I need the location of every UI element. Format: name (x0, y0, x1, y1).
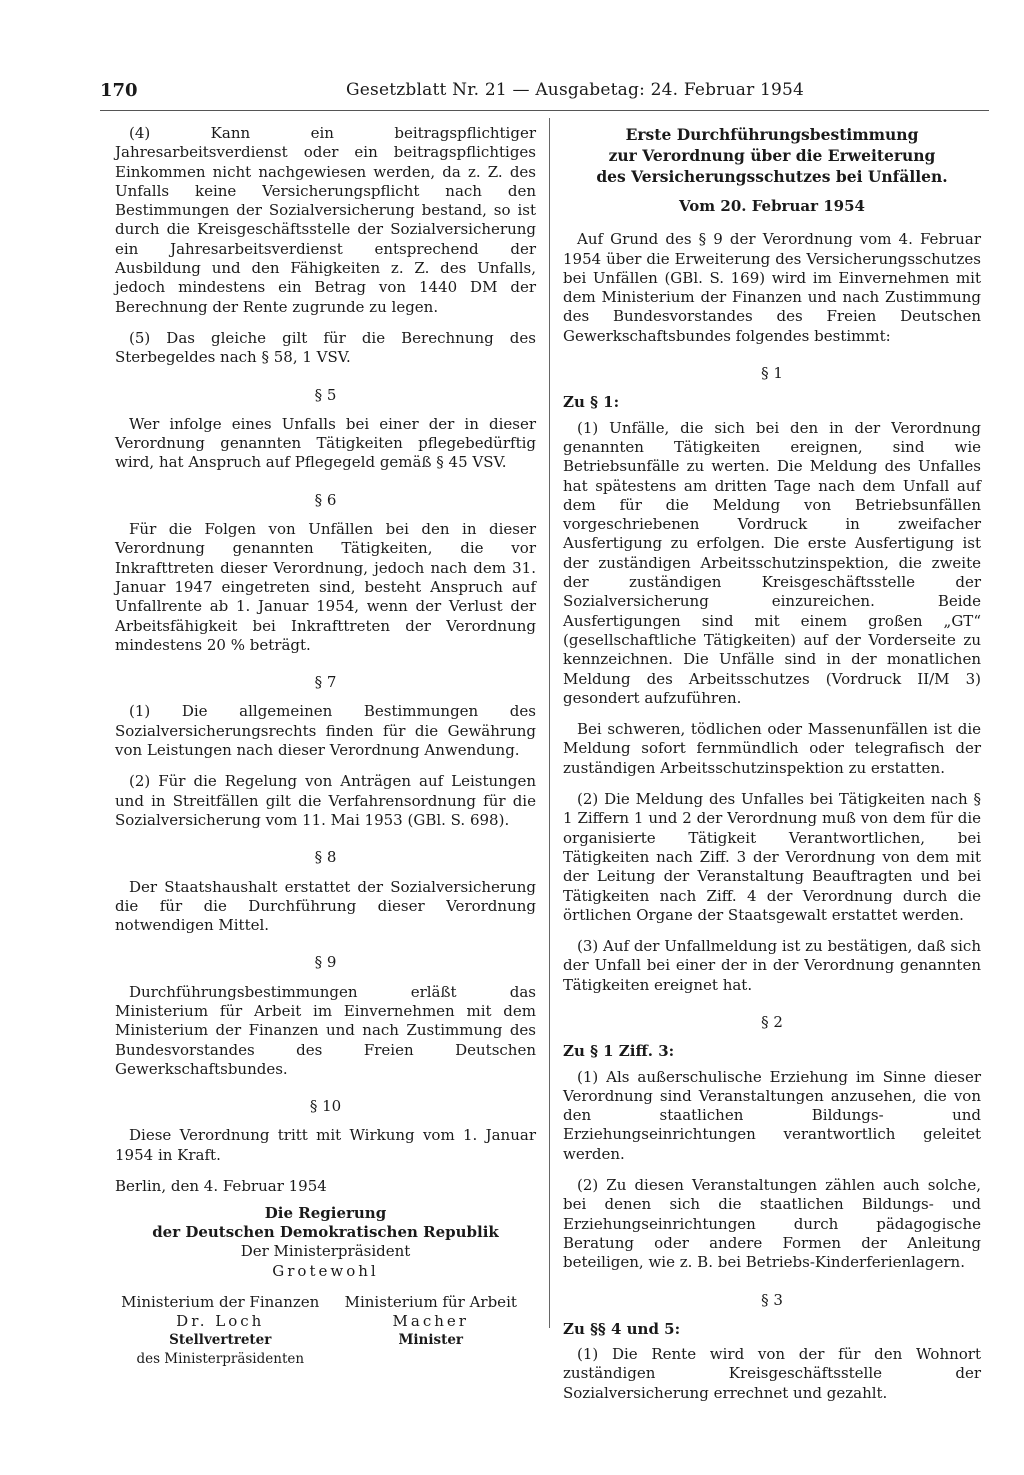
section-10-heading: § 10 (309, 1097, 342, 1116)
finance-role-1: Stellvertreter (169, 1331, 272, 1348)
section-7-heading: § 7 (314, 673, 337, 692)
column-divider (549, 118, 550, 1328)
labour-ministry: Ministerium für Arbeit (344, 1292, 517, 1311)
section-5-text: Wer infolge eines Unfalls bei einer der in dieser Verordnung genannten Tätigkeiten pflegebedürftig wird, hat Anspruch auf Pflegegeld gemäß § 45 VSV. (115, 414, 536, 472)
prime-minister-name: Grotewohl (272, 1261, 379, 1280)
section-7-para-1: (1) Die allgemeinen Bestimmungen des Sozialversicherungsrechts finden für die Gewährung von Leistungen nach dieser Verordnung Anwendung. (115, 702, 536, 760)
right-column (563, 124, 981, 1415)
section-9-text: Durchführungsbestimmungen erläßt das Ministerium für Arbeit im Einvernehmen mit dem Ministerium der Finanzen und nach Zustimmung des Bundesvorstandes des Freien Deutschen Gewerkschaftsbundes. (115, 982, 536, 1078)
r-section-1-para-2: (2) Die Meldung des Unfalles bei Tätigkeiten nach § 1 Ziffern 1 und 2 der Verordnung muß von dem für die organisierte Tätigkeit Verantwortlichen, bei Tätigkeiten nach Ziff. 3 der Verordnung von dem mit der Leitung der Veranstaltung Beauftragten und bei Tätigkeiten nach Ziff. 4 der Verordnung durch die örtlichen Organe der Staatsgewalt erstattet werden. (563, 790, 981, 924)
r-section-1-ref: Zu § 1: (563, 393, 620, 412)
left-column (115, 124, 536, 1369)
place-date: Berlin, den 4. Februar 1954 (115, 1177, 327, 1196)
page-header (100, 80, 1000, 104)
title-line-1: Erste Durchführungsbestimmung (625, 125, 919, 144)
finance-signatory: Dr. Loch (176, 1311, 265, 1330)
title-line-3: des Versicherungsschutzes bei Unfällen. (596, 167, 948, 186)
section-6-text: Für die Folgen von Unfällen bei den in dieser Verordnung genannten Tätigkeiten, die vor Inkrafttreten dieser Verordnung, jedoch nach dem 31. Januar 1947 eingetreten sind, besteht Anspruch auf Unfallrente ab 1. Januar 1954, wenn der Verlust der Arbeitsfähigkeit bei Inkrafttreten der Verordnung mindestens 20 % beträgt. (115, 520, 536, 654)
section-5-heading: § 5 (314, 385, 337, 404)
paragraph-4: (4) Kann ein beitragspflichtiger Jahresarbeitsverdienst oder ein beitragspflichtiges Einkommen nicht nachgewiesen werden, da z. Z. des Unfalls keine Versicherungspflicht nach den Bestimmungen der Sozialversicherung bestand, so ist durch die Kreisgeschäftsstelle der Sozialversicherung ein Jahresarbeitsverdienst entsprechend der Ausbildung und den Fähigkeiten z. Z. des Unfalls, jedoch mindestens ein Betrag von 1440 DM der Berechnung der Rente zugrunde zu legen. (115, 124, 536, 316)
government-line-2: der Deutschen Demokratischen Republik (152, 1223, 499, 1242)
finance-role-2: des Ministerpräsidenten (136, 1350, 305, 1367)
r-section-2-para-1: (1) Als außerschulische Erziehung im Sinne dieser Verordnung sind Veranstaltungen anzusehen, die von den staatlichen Bildungs- und Erziehungseinrichtungen verantwortlich geleitet werden. (563, 1067, 981, 1163)
r-section-2-heading: § 2 (761, 1012, 783, 1031)
finance-ministry: Ministerium der Finanzen (121, 1292, 320, 1311)
r-section-3-ref: Zu §§ 4 und 5: (563, 1319, 681, 1338)
r-section-2-para-2: (2) Zu diesen Veranstaltungen zählen auch solche, bei denen sich die staatlichen Bildungs- und Erziehungseinrichtungen durch pädagogische Beratung oder andere Formen der Anleitung beteiligen, wie z. B. bei Betriebs-Kinderferienlagern. (563, 1176, 981, 1272)
running-title: Gesetzblatt Nr. 21 — Ausgabetag: 24. Februar 1954 (346, 80, 805, 100)
r-section-3-heading: § 3 (761, 1290, 783, 1309)
section-8-text: Der Staatshaushalt erstattet der Sozialversicherung die für die Durchführung dieser Verordnung notwendigen Mittel. (115, 877, 536, 935)
r-section-2-ref: Zu § 1 Ziff. 3: (563, 1042, 675, 1061)
r-section-1-heading: § 1 (761, 364, 783, 383)
regulation-intro: Auf Grund des § 9 der Verordnung vom 4. Februar 1954 über die Erweiterung des Versicherungsschutzes bei Unfällen (GBl. S. 169) wird im Einvernehmen mit dem Ministerium der Finanzen und nach Zustimmung des Bundesvorstandes des Freien Deutschen Gewerkschaftsbundes folgendes bestimmt: (563, 230, 981, 345)
regulation-date: Vom 20. Februar 1954 (679, 197, 865, 215)
section-6-heading: § 6 (314, 490, 337, 509)
signature-block (115, 1293, 536, 1369)
r-section-1-para-1b: Bei schweren, tödlichen oder Massenunfällen ist die Meldung sofort fernmündlich oder telegrafisch der zuständigen Arbeitsschutzinspektion zu erstatten. (563, 720, 981, 777)
header-rule (100, 110, 989, 111)
r-section-1-para-3: (3) Auf der Unfallmeldung ist zu bestätigen, daß sich der Unfall bei einer der in der Verordnung genannten Tätigkeiten ereignet hat. (563, 937, 981, 994)
section-10-text: Diese Verordnung tritt mit Wirkung vom 1. Januar 1954 in Kraft. (115, 1126, 536, 1164)
paragraph-5: (5) Das gleiche gilt für die Berechnung des Sterbegeldes nach § 58, 1 VSV. (115, 328, 536, 367)
title-line-2: zur Verordnung über die Erweiterung (608, 146, 936, 165)
r-section-3-para-1: (1) Die Rente wird von der für den Wohnort zuständigen Kreisgeschäftsstelle der Sozialversicherung errechnet und gezahlt. (563, 1345, 981, 1402)
labour-role: Minister (398, 1331, 464, 1348)
signature-labour (326, 1293, 537, 1369)
government-line-1: Die Regierung (264, 1204, 387, 1223)
labour-signatory: Macher (392, 1311, 469, 1330)
section-8-heading: § 8 (314, 848, 337, 867)
prime-minister-title: Der Ministerpräsident (240, 1242, 411, 1261)
section-7-para-2: (2) Für die Regelung von Anträgen auf Leistungen und in Streitfällen gilt die Verfahrensordnung für die Sozialversicherung vom 11. Mai 1953 (GBl. S. 698). (115, 772, 536, 829)
section-9-heading: § 9 (314, 953, 337, 972)
page-number: 170 (100, 80, 138, 101)
signature-finance (115, 1293, 326, 1369)
r-section-1-para-1: (1) Unfälle, die sich bei den in der Verordnung genannten Tätigkeiten ereignen, sind wie Betriebsunfälle zu werten. Die Meldung des Unfalles hat spätestens am dritten Tage nach dem Unfall auf dem für die Meldung von Betriebsunfällen vorgeschriebenen Vordruck in zweifacher Ausfertigung zu erfolgen. Die erste Ausfertigung ist der zuständigen Arbeitsschutzinspektion, die zweite der zuständigen Kreisgeschäftsstelle der Sozialversicherung einzureichen. Beide Ausfertigungen sind mit einem großen „GT“ (gesellschaftliche Tätigkeiten) auf der Vorderseite zu kennzeichnen. Die Unfälle sind in der monatlichen Meldung des Arbeitsschutzes (Vordruck II/M 3) gesondert aufzuführen. (563, 418, 981, 707)
regulation-title (563, 124, 981, 187)
